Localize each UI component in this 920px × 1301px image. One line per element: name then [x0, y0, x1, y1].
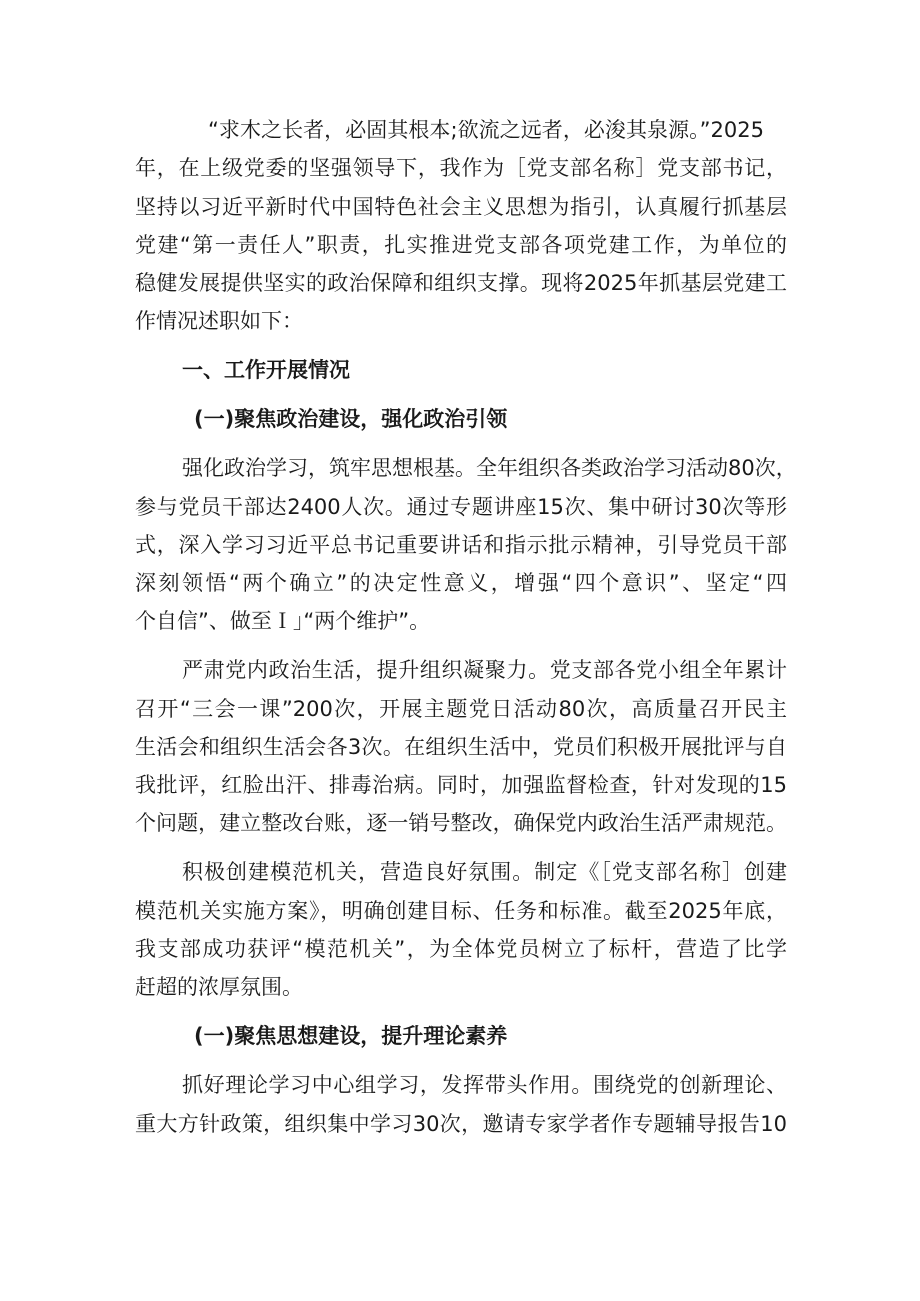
section-heading: 一、工作开展情况	[182, 358, 350, 382]
text-line: 个问题，建立整改台账，逐一销号整改，确保党内政治生活严肃规范。	[135, 811, 787, 835]
text-line: 强化政治学习，筑牢思想根基。全年组织各类政治学习活动80次，	[182, 456, 797, 480]
text-line: 我批评，红脸出汗、排毒治病。同时，加强监督检查，针对发现的15	[135, 773, 787, 797]
text-line: 召开“三会一课”200次，开展主题党日活动80次，高质量召开民主	[135, 697, 787, 721]
text-line: 积极创建模范机关，营造良好氛围。制定《［党支部名称］创建	[182, 860, 787, 884]
text-line: 年，在上级党委的坚强领导下，我作为［党支部名称］党支部书记，	[135, 156, 787, 180]
subsection-heading: (一)聚焦政治建设，强化政治引领	[194, 407, 508, 431]
text-line: 参与党员干部达2400人次。通过专题讲座15次、集中研讨30次等形	[135, 495, 787, 519]
text-line: 党建“第一责任人”职责，扎实推进党支部各项党建工作，为单位的	[135, 233, 787, 257]
text-line: 式，深入学习习近平总书记重要讲话和指示批示精神，引导党员干部	[135, 533, 787, 557]
text-line: 赶超的浓厚氛围。	[135, 975, 303, 999]
text-line: 稳健发展提供坚实的政治保障和组织支撑。现将2025年抓基层党建工	[135, 271, 787, 295]
text-line: 我支部成功获评“模范机关”，为全体党员树立了标杆，营造了比学	[135, 937, 787, 961]
text-line: 坚持以习近平新时代中国特色社会主义思想为指引，认真履行抓基层	[135, 195, 787, 219]
text-line: 抓好理论学习中心组学习，发挥带头作用。围绕党的创新理论、	[182, 1073, 787, 1097]
text-line: 作情况述职如下：	[135, 309, 303, 333]
text-line: 重大方针政策，组织集中学习30次，邀请专家学者作专题辅导报告10	[135, 1112, 787, 1136]
text-line: 深刻领悟“两个确立”的决定性意义，增强“四个意识”、坚定“四	[135, 571, 787, 595]
text-line: 生活会和组织生活会各3次。在组织生活中，党员们积极开展批评与自	[135, 735, 787, 759]
text-line: 模范机关实施方案》，明确创建目标、任务和标准。截至2025年底，	[135, 899, 787, 923]
text-line: 严肃党内政治生活，提升组织凝聚力。党支部各党小组全年累计	[182, 658, 787, 682]
subsection-heading: (一)聚焦思想建设，提升理论素养	[194, 1024, 508, 1048]
text-line: 个自信”、做至Ｉ｣“两个维护”。	[135, 609, 431, 633]
text-line: “求木之长者，必固其根本;欲流之远者，必浚其泉源。”2025	[208, 118, 764, 142]
